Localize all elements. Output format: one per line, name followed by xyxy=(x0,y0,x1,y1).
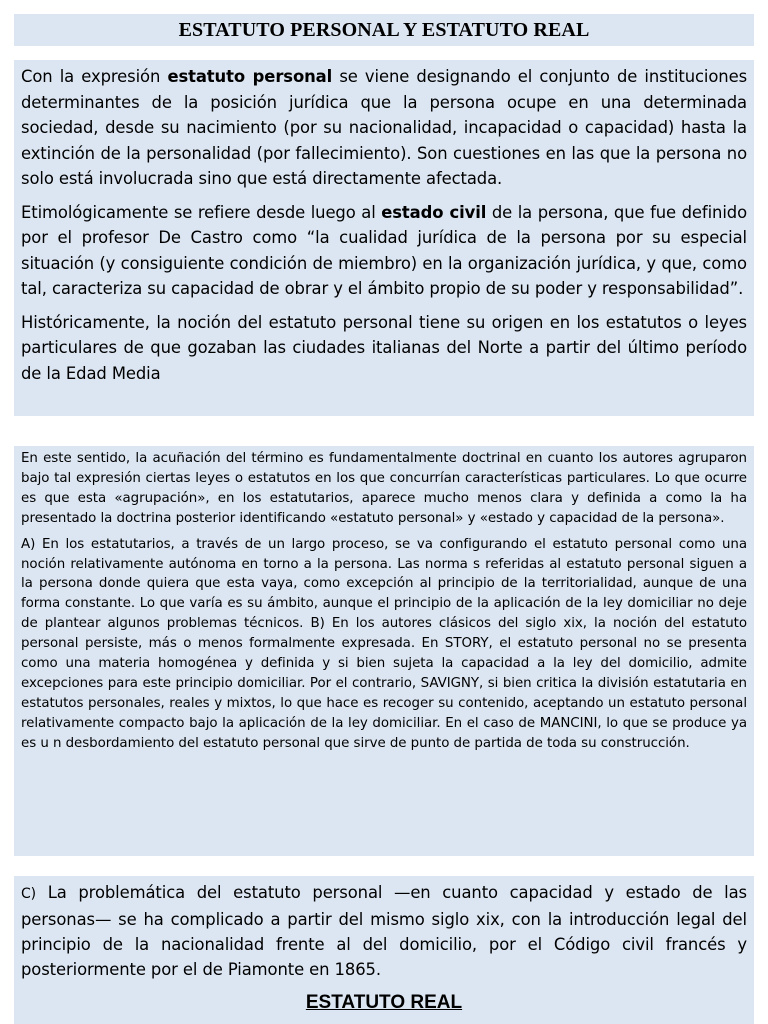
paragraph-definition xyxy=(21,64,747,192)
bold-term: estado civil xyxy=(381,202,487,222)
text: de la persona, que fue definido por el profesor De Castro como “la cualidad jurídica de la persona por su especial situación (y consiguiente condición de miembro) en la organización jurídica, y que, como tal, caracteriza su capacidad de obrar y el ámbito propio de su poder y responsabilidad”. xyxy=(21,202,748,298)
title-banner xyxy=(14,14,754,46)
section-problematic xyxy=(14,876,754,1024)
bold-term: estatuto personal xyxy=(167,67,333,86)
text: Con la expresión xyxy=(21,67,168,86)
section-heading: ESTATUTO REAL xyxy=(305,992,463,1013)
list-marker: C) xyxy=(21,886,37,902)
paragraph-statutarians: A) En los estatutarios, a través de un largo proceso, se va configurando el estatuto personal como una noción relativamente autónoma en torno a la persona. Las norma s referidas al estatuto personal siguen a la persona donde quiera que esta vaya, como excepción al principio de la territorialidad, aunque de una forma constante. Lo que varía es su ámbito, aunque el principio de la aplicación de la ley domiciliar no deje de plantear algunos problemas técnicos. B) En los autores clásicos del siglo xix, la noción del estatuto personal persiste, más o menos formalmente expresada. En STORY, el estatuto personal no se presenta como una materia homogénea y definida y si bien sujeta la capacidad a la ley del domicilio, admite excepciones para este principio domiciliar. Por el contrario, SAVIGNY, si bien critica la división estatutaria en estatutos personales, reales y mixtos, lo que hace es recoger su contenido, aceptando un estatuto personal relativamente compacto bajo la aplicación de la ley domiciliar. En el caso de MANCINI, lo que se produce ya es u n desbordamiento del estatuto personal que sirve de punto de partida de toda su construcción. xyxy=(21,536,747,751)
text: se viene designando el conjunto de instituciones determinantes de la posición jurídica que la persona ocupe en una determinada sociedad, desde su nacimiento (por su nacionalidad, incapacidad o capacidad) hasta la extinción de la personalidad (por fallecimiento). Son cuestiones en las que la persona no solo está involucrada sino que está directamente afectada. xyxy=(21,67,748,188)
text: Etimológicamente se refiere desde luego al xyxy=(21,202,382,222)
text: La problemática del estatuto personal —en cuanto capacidad y estado de las personas— se ha complicado a partir del mismo siglo xix, con la introducción legal del principio de la nacionalidad frente al del domicilio, por el Código civil francés y posteriormente por el de Piamonte en 1865. xyxy=(21,883,747,979)
paragraph-doctrine: En este sentido, la acuñación del término es fundamentalmente doctrinal en cuanto los autores agruparon bajo tal expresión ciertas leyes o estatutos en los que concurrían características particulares. Lo que ocurre es que esta «agrupación», en los estatutarios, aparece mucho menos clara y definida a como la ha presentado la doctrina posterior identificando «estatuto personal» y «estado y capacidad de la persona». xyxy=(21,451,747,526)
page-title: ESTATUTO PERSONAL Y ESTATUTO REAL xyxy=(178,19,590,41)
paragraph-etymology xyxy=(21,200,747,302)
paragraph-problematic xyxy=(21,880,747,982)
section-definition xyxy=(14,60,754,416)
section-doctrine xyxy=(14,446,754,856)
paragraph-history: Históricamente, la noción del estatuto personal tiene su origen en los estatutos o leyes particulares de que gozaban las ciudades italianas del Norte a partir del último período de la Edad Media xyxy=(21,312,747,383)
